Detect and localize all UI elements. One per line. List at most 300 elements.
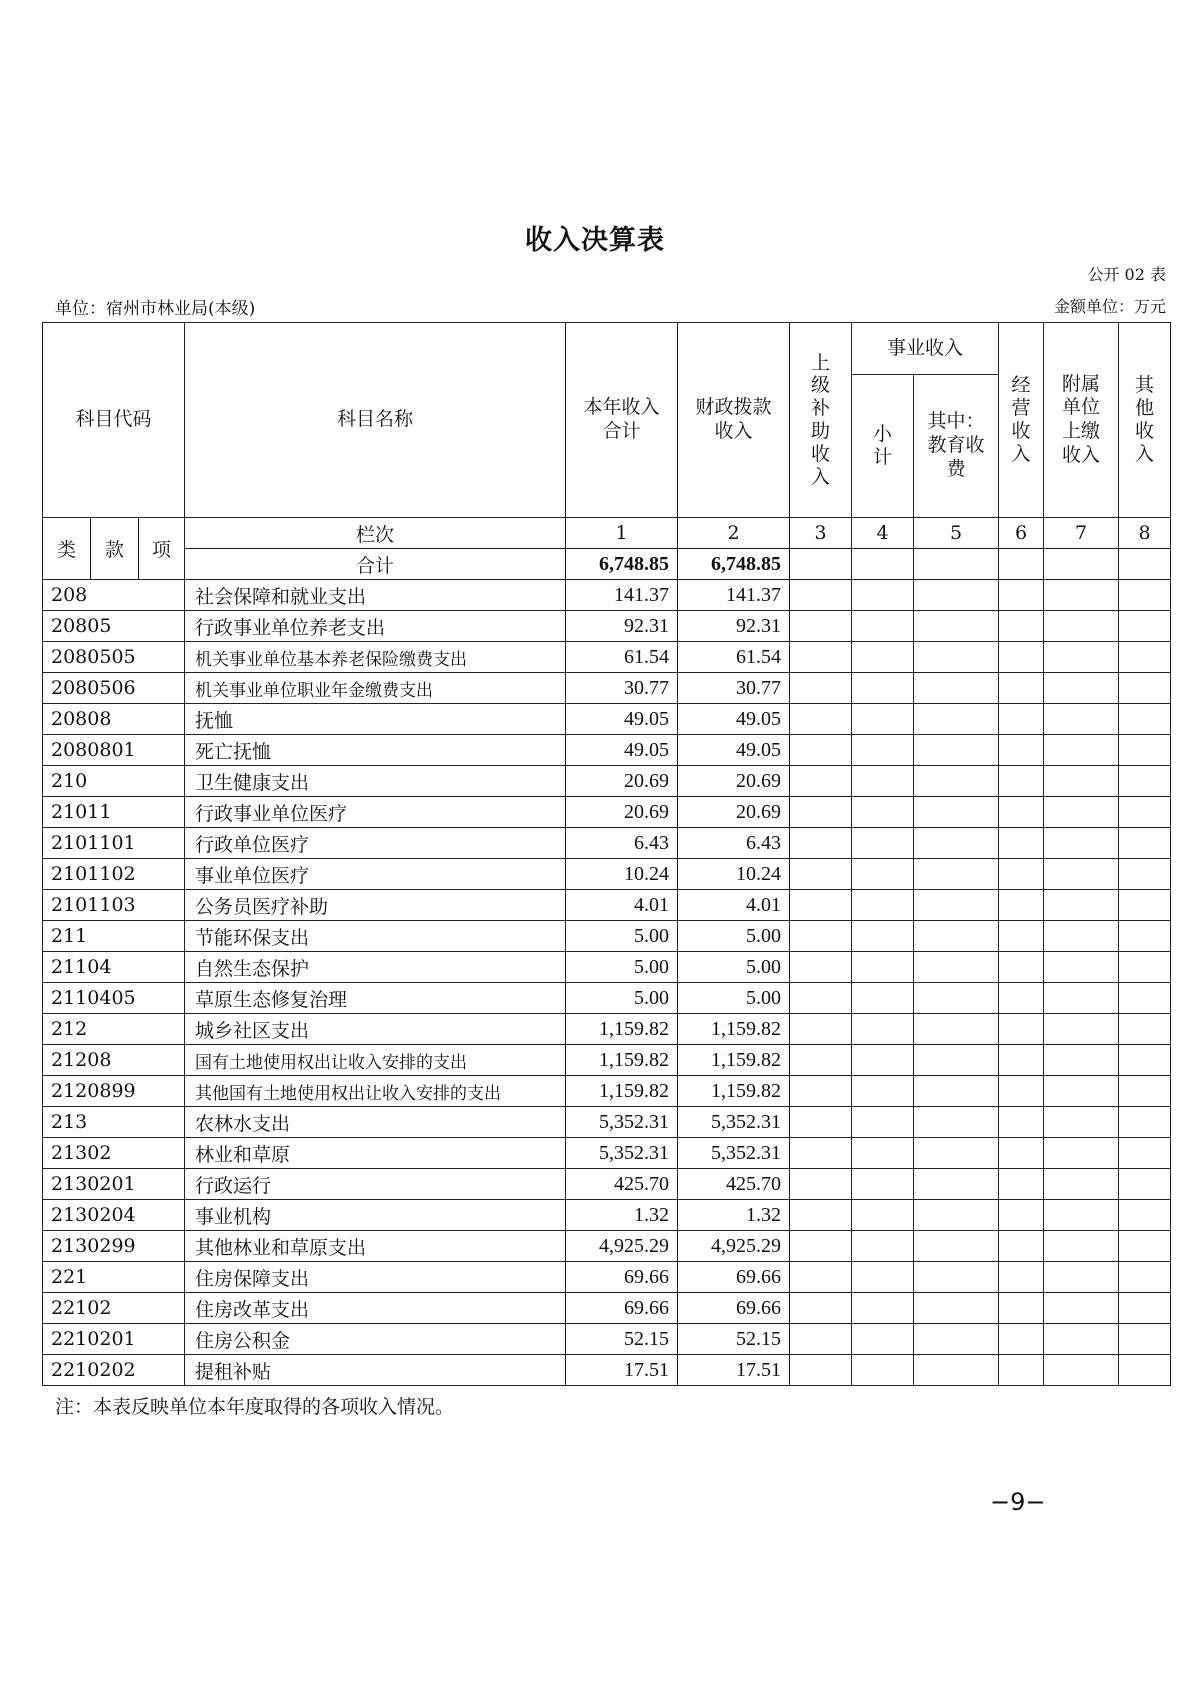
col-no-8: 8 — [1119, 518, 1171, 549]
total-row — [43, 549, 1171, 580]
empty-cell — [790, 1014, 852, 1045]
col-no-6: 6 — [999, 518, 1044, 549]
empty-cell — [852, 1076, 914, 1107]
empty-cell — [914, 797, 999, 828]
empty-cell — [852, 1262, 914, 1293]
fiscal-income-cell: 1,159.82 — [678, 1014, 790, 1045]
empty-cell — [790, 983, 852, 1014]
fiscal-income-cell: 6.43 — [678, 828, 790, 859]
subject-name: 行政事业单位医疗 — [185, 797, 566, 828]
header-subtotal-text: 小计 — [872, 423, 892, 468]
subject-code: 22102 — [43, 1293, 185, 1324]
empty-cell — [1119, 890, 1171, 921]
header-total-income-text: 本年收入合计 — [583, 396, 660, 442]
empty-cell — [790, 1107, 852, 1138]
empty-cell — [999, 890, 1044, 921]
fiscal-income-cell: 1,159.82 — [678, 1076, 790, 1107]
col-no-2: 2 — [678, 518, 790, 549]
empty-cell — [852, 704, 914, 735]
total-income-cell: 49.05 — [566, 704, 678, 735]
total-label: 合计 — [185, 549, 566, 580]
empty-cell — [1044, 1293, 1119, 1324]
page-number: −9− — [990, 1488, 1046, 1516]
table-row — [43, 1355, 1171, 1386]
subject-code: 211 — [43, 921, 185, 952]
table-row — [43, 704, 1171, 735]
empty-cell — [1044, 828, 1119, 859]
empty-cell — [1044, 1169, 1119, 1200]
total-income-cell: 1,159.82 — [566, 1014, 678, 1045]
fiscal-income-cell: 49.05 — [678, 704, 790, 735]
fiscal-income-cell: 20.69 — [678, 766, 790, 797]
header-business-group: 事业收入 — [852, 323, 999, 375]
subject-name: 机关事业单位职业年金缴费支出 — [185, 673, 566, 704]
header-fiscal-text: 财政拨款收入 — [695, 396, 772, 442]
empty-cell — [852, 766, 914, 797]
header-affiliated — [1044, 323, 1119, 518]
empty-cell — [1044, 921, 1119, 952]
empty-cell — [1119, 828, 1171, 859]
empty-cell — [852, 735, 914, 766]
empty-cell — [1119, 1138, 1171, 1169]
subject-code: 2210201 — [43, 1324, 185, 1355]
header-education — [914, 375, 999, 518]
header-code: 科目代码 — [43, 323, 185, 518]
empty-cell — [790, 1169, 852, 1200]
empty-cell — [790, 1076, 852, 1107]
empty-cell — [914, 642, 999, 673]
col-no-4: 4 — [852, 518, 914, 549]
empty-cell — [852, 1045, 914, 1076]
empty-cell — [999, 828, 1044, 859]
subject-code: 2080801 — [43, 735, 185, 766]
table-row — [43, 1014, 1171, 1045]
subject-code: 2210202 — [43, 1355, 185, 1386]
empty-cell — [852, 1231, 914, 1262]
empty-cell — [1119, 1045, 1171, 1076]
empty-cell — [999, 1014, 1044, 1045]
empty-cell — [999, 1231, 1044, 1262]
col-no-5: 5 — [914, 518, 999, 549]
subject-name: 机关事业单位基本养老保险缴费支出 — [185, 642, 566, 673]
form-number: 公开 02 表 — [1087, 265, 1166, 284]
empty-cell — [914, 1076, 999, 1107]
total-income-cell: 5.00 — [566, 983, 678, 1014]
col-no-3: 3 — [790, 518, 852, 549]
header-lei: 类 — [43, 518, 91, 580]
subject-name: 行政单位医疗 — [185, 828, 566, 859]
empty-cell — [914, 890, 999, 921]
table-row — [43, 766, 1171, 797]
empty-cell — [1119, 642, 1171, 673]
empty-cell — [1044, 952, 1119, 983]
header-other — [1119, 323, 1171, 518]
total-income-cell: 17.51 — [566, 1355, 678, 1386]
total-income-cell: 5,352.31 — [566, 1138, 678, 1169]
table-row — [43, 1169, 1171, 1200]
empty-cell — [999, 673, 1044, 704]
subject-code: 21011 — [43, 797, 185, 828]
subject-name: 行政事业单位养老支出 — [185, 611, 566, 642]
empty-cell — [1044, 1014, 1119, 1045]
subject-code: 21302 — [43, 1138, 185, 1169]
empty-cell — [1044, 1200, 1119, 1231]
table-row — [43, 983, 1171, 1014]
empty-cell — [1044, 1076, 1119, 1107]
empty-cell — [1119, 921, 1171, 952]
empty-cell — [852, 983, 914, 1014]
empty-cell — [914, 1355, 999, 1386]
fiscal-income-cell: 61.54 — [678, 642, 790, 673]
empty-cell — [790, 1138, 852, 1169]
fiscal-income-cell: 17.51 — [678, 1355, 790, 1386]
subject-name: 事业机构 — [185, 1200, 566, 1231]
total-income-cell: 69.66 — [566, 1293, 678, 1324]
table-row — [43, 673, 1171, 704]
fiscal-income-cell: 1,159.82 — [678, 1045, 790, 1076]
header-other-text: 其他收入 — [1135, 374, 1155, 465]
empty-cell — [852, 890, 914, 921]
empty-cell — [1119, 1200, 1171, 1231]
header-column-no: 栏次 — [185, 518, 566, 549]
empty-cell — [852, 580, 914, 611]
subject-name: 抚恤 — [185, 704, 566, 735]
header-name: 科目名称 — [185, 323, 566, 518]
header-affiliated-text: 附属单位上缴收入 — [1062, 372, 1101, 466]
subject-code: 20808 — [43, 704, 185, 735]
header-total-income — [566, 323, 678, 518]
empty-cell — [790, 1231, 852, 1262]
total-income-cell: 49.05 — [566, 735, 678, 766]
empty-cell — [914, 1138, 999, 1169]
fiscal-income-cell: 5.00 — [678, 983, 790, 1014]
empty-cell — [1044, 735, 1119, 766]
empty-cell — [852, 1107, 914, 1138]
empty-cell — [914, 611, 999, 642]
fiscal-income-cell: 4,925.29 — [678, 1231, 790, 1262]
empty-cell — [790, 1045, 852, 1076]
empty-cell — [790, 1324, 852, 1355]
empty-cell — [790, 642, 852, 673]
empty-cell — [852, 1324, 914, 1355]
empty-cell — [790, 859, 852, 890]
empty-cell — [1044, 1231, 1119, 1262]
fiscal-income-cell: 69.66 — [678, 1293, 790, 1324]
empty-cell — [1044, 611, 1119, 642]
subject-name: 农林水支出 — [185, 1107, 566, 1138]
empty-cell — [1044, 859, 1119, 890]
total-fiscal-value: 6,748.85 — [678, 549, 790, 580]
total-income-cell: 30.77 — [566, 673, 678, 704]
empty-cell — [914, 673, 999, 704]
total-income-cell: 1,159.82 — [566, 1076, 678, 1107]
table-row — [43, 1076, 1171, 1107]
empty-cell — [852, 1169, 914, 1200]
empty-cell — [1119, 735, 1171, 766]
subject-name: 林业和草原 — [185, 1138, 566, 1169]
empty-cell — [790, 921, 852, 952]
empty-cell — [914, 921, 999, 952]
empty-cell — [1044, 890, 1119, 921]
subject-code: 2130204 — [43, 1200, 185, 1231]
empty-cell — [852, 1014, 914, 1045]
empty-cell — [999, 859, 1044, 890]
empty-cell — [1044, 1045, 1119, 1076]
empty-cell — [914, 1231, 999, 1262]
empty-cell — [999, 766, 1044, 797]
empty-cell — [999, 797, 1044, 828]
total-income-cell: 69.66 — [566, 1262, 678, 1293]
header-superior — [790, 323, 852, 518]
fiscal-income-cell: 5,352.31 — [678, 1138, 790, 1169]
header-xiang: 项 — [139, 518, 185, 580]
empty-cell — [852, 611, 914, 642]
empty-cell — [852, 797, 914, 828]
empty-cell — [1119, 1355, 1171, 1386]
empty-cell — [1119, 983, 1171, 1014]
table-row — [43, 797, 1171, 828]
empty-cell — [852, 1293, 914, 1324]
subject-name: 社会保障和就业支出 — [185, 580, 566, 611]
empty-cell — [999, 1324, 1044, 1355]
empty-cell — [852, 828, 914, 859]
header-operating — [999, 323, 1044, 518]
empty-cell — [790, 1200, 852, 1231]
empty-cell — [999, 1262, 1044, 1293]
empty-cell — [999, 921, 1044, 952]
total-income-cell: 92.31 — [566, 611, 678, 642]
fiscal-income-cell: 52.15 — [678, 1324, 790, 1355]
total-income-cell: 5.00 — [566, 921, 678, 952]
empty-cell — [999, 1076, 1044, 1107]
fiscal-income-cell: 69.66 — [678, 1262, 790, 1293]
empty-cell — [999, 1200, 1044, 1231]
subject-name: 城乡社区支出 — [185, 1014, 566, 1045]
empty-cell — [790, 952, 852, 983]
empty-cell — [1044, 1355, 1119, 1386]
empty-cell — [1119, 1014, 1171, 1045]
empty-cell — [999, 1169, 1044, 1200]
total-income-cell: 10.24 — [566, 859, 678, 890]
subject-name: 事业单位医疗 — [185, 859, 566, 890]
subject-name: 住房公积金 — [185, 1324, 566, 1355]
table-row — [43, 1107, 1171, 1138]
empty-cell — [1044, 580, 1119, 611]
empty-cell — [914, 1045, 999, 1076]
fiscal-income-cell: 4.01 — [678, 890, 790, 921]
total-income-cell: 52.15 — [566, 1324, 678, 1355]
empty-cell — [999, 580, 1044, 611]
money-unit-label: 金额单位：万元 — [1053, 297, 1166, 316]
empty-cell — [914, 580, 999, 611]
empty-cell — [914, 1200, 999, 1231]
subject-name: 住房保障支出 — [185, 1262, 566, 1293]
subject-code: 20805 — [43, 611, 185, 642]
empty-cell — [999, 983, 1044, 1014]
empty-cell — [999, 952, 1044, 983]
fiscal-income-cell: 49.05 — [678, 735, 790, 766]
empty-cell — [914, 983, 999, 1014]
table-row — [43, 952, 1171, 983]
empty-cell — [852, 859, 914, 890]
empty-cell — [1119, 766, 1171, 797]
empty-cell — [914, 1262, 999, 1293]
table-row — [43, 921, 1171, 952]
empty-cell — [999, 1293, 1044, 1324]
subject-name: 行政运行 — [185, 1169, 566, 1200]
table-row — [43, 1200, 1171, 1231]
subject-name: 卫生健康支出 — [185, 766, 566, 797]
empty-cell — [790, 890, 852, 921]
table-row — [43, 642, 1171, 673]
empty-cell — [1119, 859, 1171, 890]
empty-cell — [790, 766, 852, 797]
empty-cell — [999, 642, 1044, 673]
empty-cell — [1044, 1107, 1119, 1138]
empty-cell — [1044, 766, 1119, 797]
page-title: 收入决算表 — [525, 225, 665, 256]
total-income-cell: 4.01 — [566, 890, 678, 921]
fiscal-income-cell: 20.69 — [678, 797, 790, 828]
empty-cell — [914, 1293, 999, 1324]
empty-cell — [1119, 580, 1171, 611]
header-fiscal — [678, 323, 790, 518]
total-income-value: 6,748.85 — [566, 549, 678, 580]
total-income-cell: 4,925.29 — [566, 1231, 678, 1262]
subject-name: 公务员医疗补助 — [185, 890, 566, 921]
subject-code: 208 — [43, 580, 185, 611]
table-note: 注：本表反映单位本年度取得的各项收入情况。 — [55, 1396, 455, 1418]
empty-cell — [790, 735, 852, 766]
total-income-cell: 425.70 — [566, 1169, 678, 1200]
subject-code: 213 — [43, 1107, 185, 1138]
table-row — [43, 859, 1171, 890]
empty-cell — [1044, 1262, 1119, 1293]
empty-cell — [1044, 983, 1119, 1014]
col-no-1: 1 — [566, 518, 678, 549]
empty-cell — [790, 611, 852, 642]
subject-name: 其他林业和草原支出 — [185, 1231, 566, 1262]
table-row — [43, 1324, 1171, 1355]
empty-cell — [852, 673, 914, 704]
header-operating-text: 经营收入 — [1011, 374, 1031, 465]
empty-cell — [852, 1355, 914, 1386]
empty-cell — [999, 1355, 1044, 1386]
header-subtotal — [852, 375, 914, 518]
empty-cell — [790, 1355, 852, 1386]
empty-cell — [914, 828, 999, 859]
empty-cell — [1044, 797, 1119, 828]
empty-cell — [852, 1200, 914, 1231]
subject-code: 221 — [43, 1262, 185, 1293]
table-row — [43, 1293, 1171, 1324]
empty-cell — [790, 580, 852, 611]
empty-cell — [790, 1293, 852, 1324]
table-row — [43, 1045, 1171, 1076]
fiscal-income-cell: 5.00 — [678, 952, 790, 983]
subject-code: 2110405 — [43, 983, 185, 1014]
fiscal-income-cell: 1.32 — [678, 1200, 790, 1231]
subject-code: 2080505 — [43, 642, 185, 673]
empty-cell — [1119, 1324, 1171, 1355]
subject-name: 住房改革支出 — [185, 1293, 566, 1324]
empty-cell — [1119, 704, 1171, 735]
subject-code: 2101103 — [43, 890, 185, 921]
subject-code: 2080506 — [43, 673, 185, 704]
empty-cell — [999, 1138, 1044, 1169]
empty-cell — [1119, 1293, 1171, 1324]
subject-code: 210 — [43, 766, 185, 797]
empty-cell — [1119, 1262, 1171, 1293]
col-no-7: 7 — [1044, 518, 1119, 549]
empty-cell — [914, 735, 999, 766]
fiscal-income-cell: 5.00 — [678, 921, 790, 952]
empty-cell — [790, 673, 852, 704]
header-education-text: 其中：教育收费 — [927, 410, 985, 480]
empty-cell — [1119, 797, 1171, 828]
empty-cell — [852, 642, 914, 673]
empty-cell — [914, 952, 999, 983]
table-row — [43, 1138, 1171, 1169]
total-income-cell: 6.43 — [566, 828, 678, 859]
fiscal-income-cell: 30.77 — [678, 673, 790, 704]
empty-cell — [1119, 1107, 1171, 1138]
fiscal-income-cell: 10.24 — [678, 859, 790, 890]
empty-cell — [1044, 1138, 1119, 1169]
table-row — [43, 890, 1171, 921]
empty-cell — [1119, 1169, 1171, 1200]
total-income-cell: 141.37 — [566, 580, 678, 611]
fiscal-income-cell: 425.70 — [678, 1169, 790, 1200]
empty-cell — [914, 704, 999, 735]
empty-cell — [1119, 952, 1171, 983]
header-kuan: 款 — [91, 518, 139, 580]
subject-code: 2101102 — [43, 859, 185, 890]
empty-cell — [999, 1107, 1044, 1138]
subject-code: 2130201 — [43, 1169, 185, 1200]
total-income-cell: 61.54 — [566, 642, 678, 673]
table-row — [43, 580, 1171, 611]
subject-code: 2101101 — [43, 828, 185, 859]
empty-cell — [914, 859, 999, 890]
empty-cell — [999, 1045, 1044, 1076]
total-income-cell: 20.69 — [566, 797, 678, 828]
fiscal-income-cell: 5,352.31 — [678, 1107, 790, 1138]
unit-label: 单位：宿州市林业局(本级) — [55, 299, 256, 319]
empty-cell — [914, 766, 999, 797]
empty-cell — [1044, 704, 1119, 735]
empty-cell — [999, 611, 1044, 642]
empty-cell — [914, 1169, 999, 1200]
subject-code: 212 — [43, 1014, 185, 1045]
fiscal-income-cell: 92.31 — [678, 611, 790, 642]
empty-cell — [1044, 642, 1119, 673]
empty-cell — [1119, 1076, 1171, 1107]
empty-cell — [914, 1324, 999, 1355]
subject-name: 其他国有土地使用权出让收入安排的支出 — [185, 1076, 566, 1107]
empty-cell — [1119, 1231, 1171, 1262]
subject-name: 提租补贴 — [185, 1355, 566, 1386]
table-row — [43, 828, 1171, 859]
total-income-cell: 1,159.82 — [566, 1045, 678, 1076]
empty-cell — [790, 704, 852, 735]
subject-code: 2130299 — [43, 1231, 185, 1262]
empty-cell — [852, 921, 914, 952]
empty-cell — [1119, 611, 1171, 642]
header-superior-text: 上级补助收入 — [810, 351, 830, 488]
table-row — [43, 1262, 1171, 1293]
empty-cell — [790, 797, 852, 828]
